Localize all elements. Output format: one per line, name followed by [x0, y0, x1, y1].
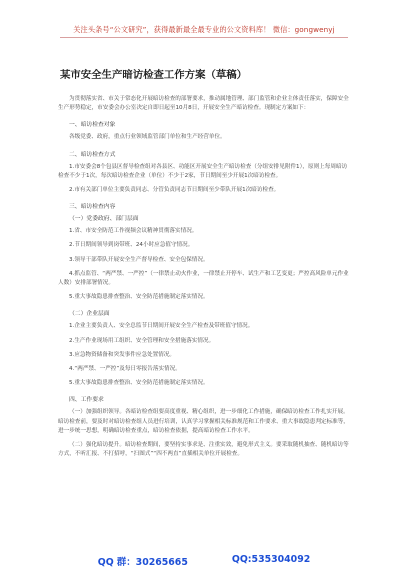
- spacer: [58, 388, 350, 393]
- section-heading-4: 四、工作要求: [69, 397, 104, 404]
- top-banner: [0, 0, 408, 40]
- section-2-item-2: 2.市有关部门单位主要负责同志、分管负责同志节日期间至少带队开展1次暗访检查。: [69, 187, 280, 194]
- section-2-item-1: 1.市安委会8个包县区督导检查组对各县区、功能区开展安全生产暗访检查（分组安排见附件1），原则上每周暗访检查不少于1次，每次暗访检查企业（单位）不少于2家，节日期间至少开展1次暗访检查。: [58, 163, 348, 179]
- section-4-item-1: （一）加强组织领导。各暗访检查组要高度重视、精心组织，进一步细化工作措施，确保暗访检查工作扎实开展。暗访检查前，要及时对暗访检查组人员进行培训，认真学习掌握相关标准规范和工作要求、重大事故隐患判定标准等，进一步统一思想，明确暗访检查重点，暗访检查依据，提高暗访检查工作水平。: [58, 409, 349, 434]
- section-3b-item-5: 5.重大事故隐患排查整治、安全防范措施制定落实情况。: [69, 380, 209, 387]
- intro-paragraph: 为贯彻落实省、市关于常态化开展暗访检查的部署要求，推动属地管理、部门监管和企业主体责任落实，保障安全生产形势稳定，市安委会办公室决定自即日起至10月8日，开展安全生产暗访检查。现制定方案如下：: [58, 96, 349, 112]
- banner-text: 关注头条号“公文研究”，获得最新最全最专业的公文资料库！ 微信：gongwenyj: [73, 25, 335, 34]
- banner-divider: [60, 37, 348, 38]
- spacer: [58, 113, 350, 118]
- section-3a-item-2: 2.节日期间领导到岗带班、24小时应急值守情况。: [69, 242, 194, 249]
- section-3a-item-3: 3.领导干部带队开展安全生产督导检查、安全包保情况。: [69, 256, 209, 263]
- section-4-item-2: （二）强化暗访提升。暗访检查期间，要坚持实事求是、注重实效，避免形式主义。要采取随机抽查、随机暗访等方式，不听汇报、不打招呼，“扫图式”“四不两直”直插相关单位开展检查。: [58, 442, 349, 458]
- section-3b-item-2: 2.生产作业现场用工组织、安全管理和安全措施落实情况。: [69, 337, 215, 344]
- subsection-heading-a: （一）党委政府、部门层面: [69, 216, 139, 223]
- section-heading-3: 三、暗访检查内容: [69, 204, 116, 211]
- subsection-heading-b: （二）企业层面: [69, 311, 110, 318]
- section-3b-item-4: 4.“两严禁、一严控”及每日零报告落实情况。: [69, 366, 181, 373]
- section-3a-item-4: 4.抓点监管、“两严禁、一严控”（一律禁止动火作业，一律禁止开停车、试生产和工艺变更；严控高风险单元作业人数）安排部署情况。: [58, 270, 349, 287]
- spacer: [58, 302, 350, 307]
- section-heading-1: 一、暗访检查对象: [69, 122, 116, 129]
- section-3a-item-5: 5.重大事故隐患排查整治、安全防范措施制定落实情况。: [69, 294, 209, 301]
- qq-contact-number: QQ:535304092: [231, 554, 311, 565]
- document-title: 某市安全生产暗访检查工作方案（草稿）: [60, 69, 248, 81]
- section-3a-item-1: 1.省、市安全防范工作视频会议精神贯彻落实情况。: [69, 228, 198, 235]
- qq-group-number: QQ 群：30265665: [97, 557, 188, 568]
- spacer: [58, 143, 350, 148]
- spacer: [58, 195, 350, 200]
- document-body: [58, 66, 350, 459]
- footer-contact: [0, 554, 408, 568]
- section-3b-item-1: 1.企业主要负责人、安全总监节日期间开展安全生产检查及带班值守情况。: [69, 323, 254, 330]
- section-1-body: 各级党委、政府，重点行业领域监管部门单位和生产经营单位。: [69, 134, 226, 141]
- section-heading-2: 二、暗访检查方式: [69, 151, 116, 158]
- section-3b-item-3: 3.应急物资储备和突发事件应急处置情况。: [69, 351, 176, 358]
